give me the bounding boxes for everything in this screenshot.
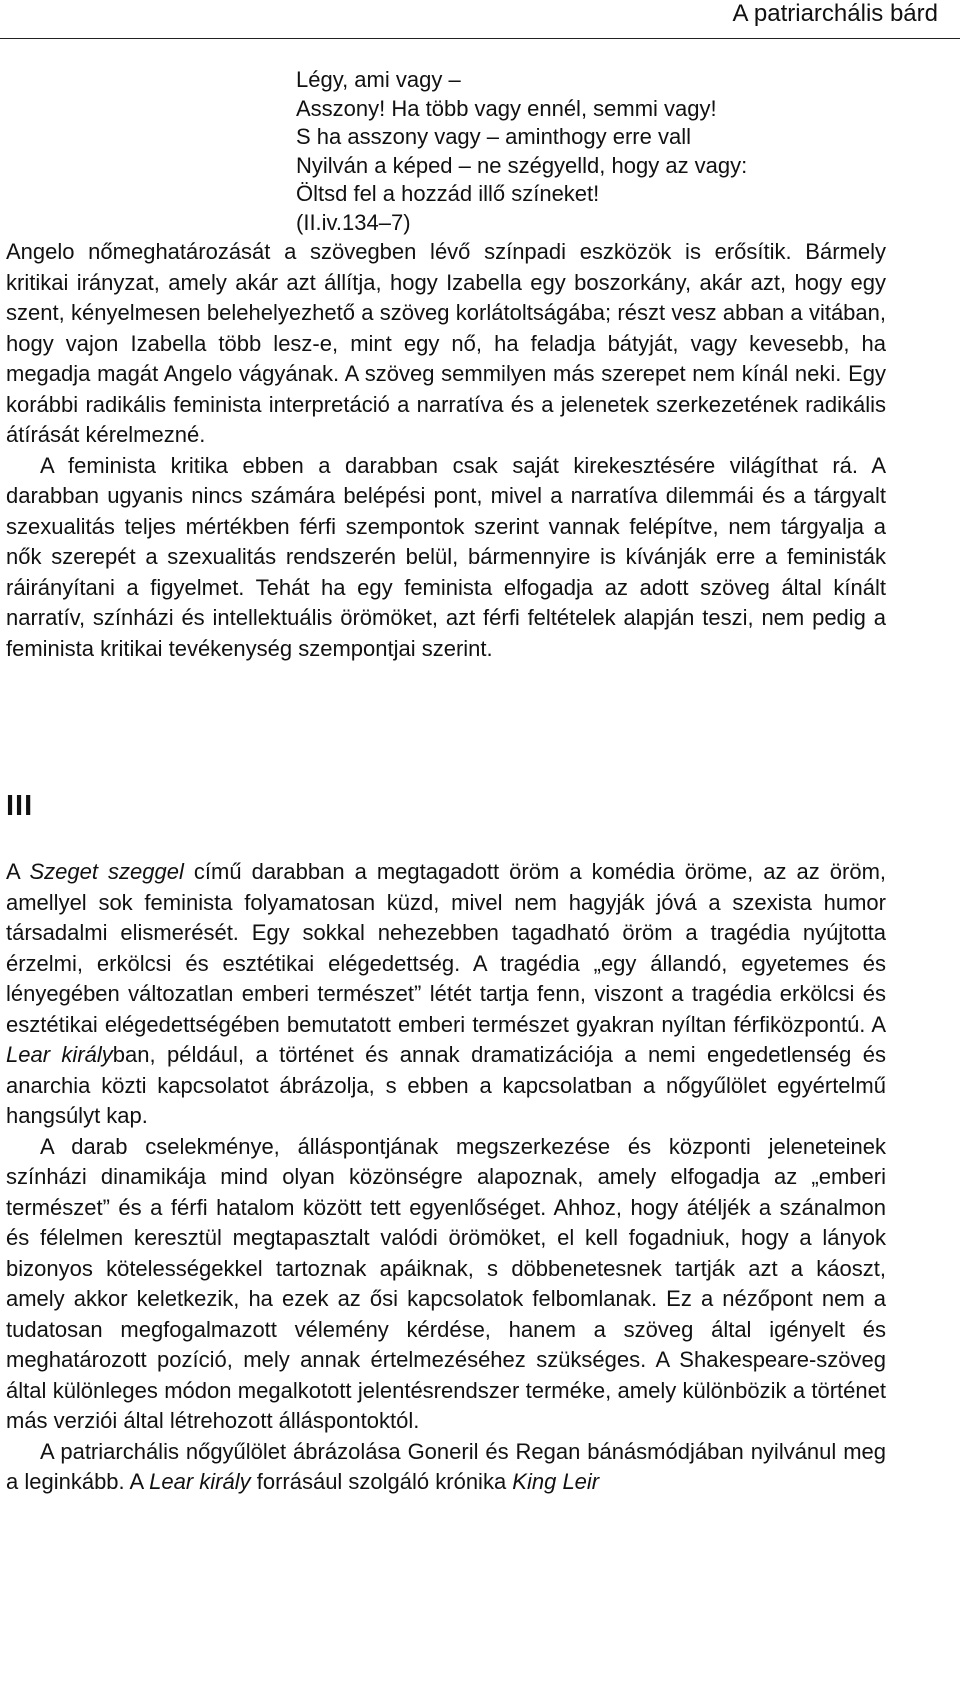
text-run: forrásául szolgáló krónika <box>250 1469 513 1494</box>
play-title: King Leir <box>512 1469 600 1494</box>
play-title: Lear király <box>149 1469 251 1494</box>
section-number: III <box>6 790 34 822</box>
running-title: A patriarchális bárd <box>732 0 938 27</box>
header-rule <box>0 38 960 39</box>
section-body-2 <box>6 857 886 1498</box>
paragraph: A darab cselekménye, álláspontjának megszerkezése és központi jeleneteinek színházi dinamikája mind olyan közönségre alapoznak, amely elfogadja az „emberi természet” és a férfi hatalom között tett egyenlőséget. Ahhoz, hogy átéljék a szánalmon és félelmen keresztül megtapasztalt valódi örömöket, el kell fogadniuk, hogy a lányok bizonyos kötelességekkel tartoznak apáiknak, s döbbenetesnek tartják azt a káoszt, amely akkor keletkezik, ha ezek az ősi kapcsolatok felbomlanak. Ez a nézőpont nem a tudatosan megfogalmazott vélemény kérdése, hanem a szöveg által igényelt és meghatározott pozíció, mely annak értelmezéséhez szükséges. A Shakespeare-szöveg által különleges módon megalkotott jelentésrendszer terméke, amely különbözik a történet más verziói által létrehozott álláspontoktól. <box>6 1133 886 1433</box>
verse-quote: Légy, ami vagy – Asszony! Ha több vagy ennél, semmi vagy! S ha asszony vagy – aminthogy erre vall Nyilván a képed – ne szégyelld, hogy az vagy: Öltsd fel a hozzád illő színeket! (II.iv.134–7) <box>296 67 748 235</box>
text-run: A patriarchális nőgyűlölet ábrázolása Goneril és Regan bánásmódjában nyilvánul meg a leginkább. A <box>6 1438 886 1494</box>
paragraph <box>6 857 886 1132</box>
text-run: című darabban a megtagadott öröm a komédia öröme, az az öröm, amellyel sok feminista folyamatosan küzd, mivel nem hagyják jóvá a szexista humor társadalmi elismerését. Egy sokkal nehezebben tagadható öröm a tragédia nyújtotta érzelmi, erkölcsi és esztétikai elégedettség. A tragédia „egy állandó, egyetemes és lényegében változatlan emberi természet” létét tartja fenn, viszont a tragédia erkölcsi és esztétikai elégedettségében bemutatott emberi természet gyakran nyíltan férfiközpontú. A <box>6 859 887 1037</box>
text-run: ban, például, a történet és annak dramatizációja a nemi engedetlenség és anarchia közti kapcsolatot ábrázolja, s ebben a kapcsolatban a nőgyűlölet egyértelmű hangsúlyt kap. <box>6 1042 887 1128</box>
play-title: Lear király <box>6 1042 113 1067</box>
paragraph: A feminista kritika ebben a darabban csak saját kirekesztésére világíthat rá. A darabban ugyanis nincs számára belépési pont, mivel a narratíva dilemmái és a tárgyalt szexualitás teljes mértékben férfi szempontok szerint vannak felépítve, nem tárgyalja a nők szerepét a szexualitás rendszerén belül, bármennyire is kívánják erre a feministák ráirányítani a figyelmet. Tehát ha egy feminista elfogadja az adott szöveg által kínált narratív, színházi és intellektuális örömöket, azt férfi feltételek alapján teszi, nem pedig a feminista kritikai tevékenység szempontjai szerint. <box>6 452 886 661</box>
paragraph: Angelo nőmeghatározását a szövegben lévő színpadi eszközök is erősítik. Bármely kritikai irányzat, amely akár azt állítja, hogy Izabella egy boszorkány, akár azt, hogy egy szent, kényelmesen belehelyezhető a szöveg korlátoltságába; részt vesz abban a vitában, hogy vajon Izabella több lesz-e, mint egy nő, ha feladja bátyját, vagy kevesebb, ha megadja magát Angelo vágyának. A szöveg semmilyen más szerepet nem kínál neki. Egy korábbi radikális feminista interpretáció a narratíva és a jelenetek szerkezetének radikális átírását kérelmezné. <box>6 239 886 447</box>
paragraph <box>6 1437 886 1498</box>
section-body-1 <box>6 237 886 664</box>
running-header <box>0 0 960 38</box>
text-run: A <box>6 859 30 884</box>
play-title: Szeget szeggel <box>29 859 184 884</box>
